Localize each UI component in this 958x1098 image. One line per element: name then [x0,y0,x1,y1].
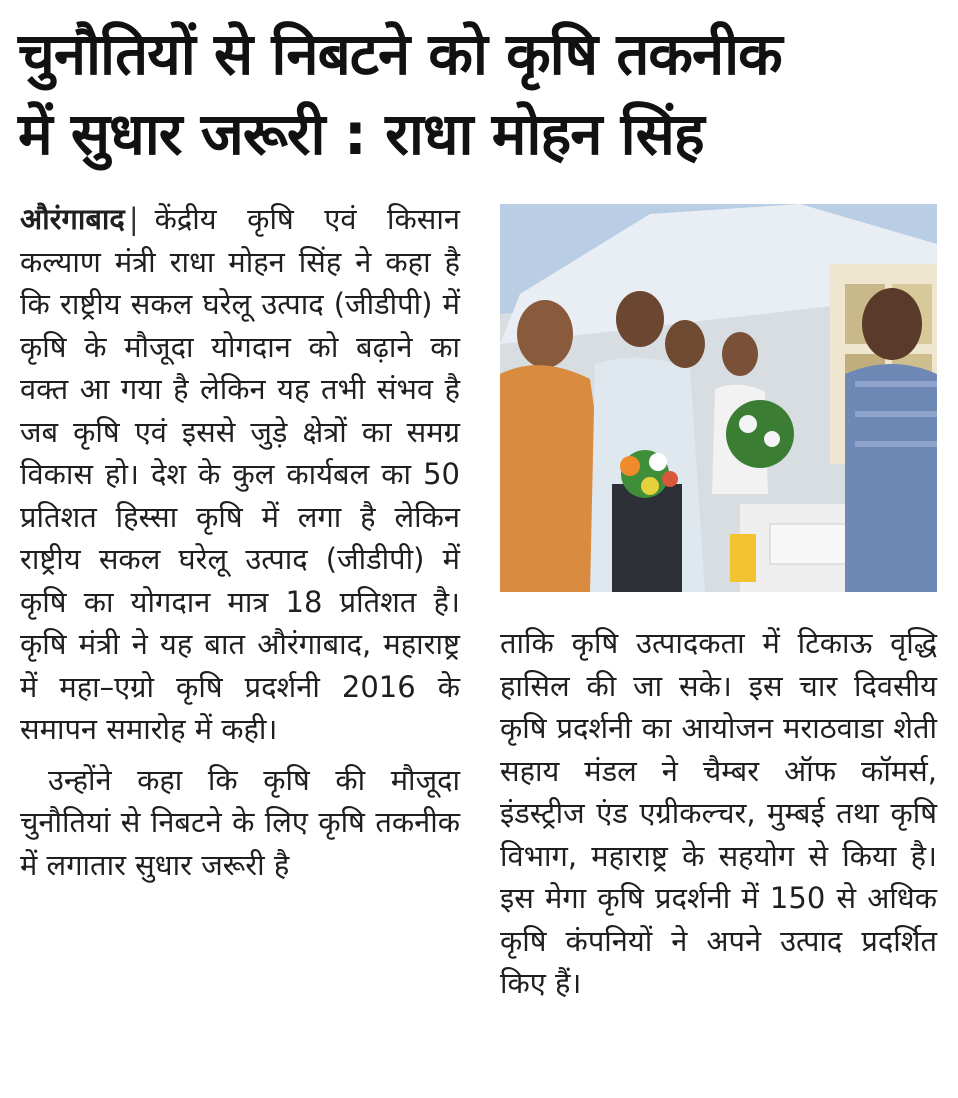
article-paragraph-3: ताकि कृषि उत्पादकता में टिकाऊ वृद्धि हासिल की जा सके। इस चार दिवसीय कृषि प्रदर्शनी का आयोजन मराठवाडा शेती सहाय मंडल ने चैम्बर ऑफ कॉमर्स, इंडस्ट्रीज एंड एग्रीकल्चर, मुम्बई तथा कृषि विभाग, महाराष्ट्र के सहयोग से किया है। इस मेगा कृषि प्रदर्शनी में 150 से अधिक कृषि कंपनियों ने अपने उत्पाद प्रदर्शित किए हैं। [500,626,937,1000]
article-column-left [20,198,460,886]
paragraph-1-text: केंद्रीय कृषि एवं किसान कल्याण मंत्री राधा मोहन सिंह ने कहा है कि राष्ट्रीय सकल घरेलू उत्पाद (जीडीपी) में कृषि के मौजूदा योगदान को बढ़ाने का वक्त आ गया है लेकिन यह तभी संभव है जब कृषि एवं इससे जुड़े क्षेत्रों का समग्र विकास हो। देश के कुल कार्यबल का 50 प्रतिशत हिस्सा कृषि में लगा है लेकिन राष्ट्रीय सकल घरेलू उत्पाद (जीडीपी) में कृषि का योगदान मात्र 18 प्रतिशत है। कृषि मंत्री ने यह बात औरंगाबाद, महाराष्ट्र में महा–एग्रो कृषि प्रदर्शनी 2016 के समापन समारोह में कही। [20,202,460,746]
headline-line-2: में सुधार जरूरी : राधा मोहन सिंह [18,100,704,168]
dateline-separator: | [128,202,139,236]
headline [18,14,943,174]
news-photo [500,204,937,592]
dateline: औरंगाबाद [20,202,125,236]
article-column-right [500,622,937,1005]
article-paragraph-1 [20,198,460,751]
headline-line-1: चुनौतियों से निबटने को कृषि तकनीक [18,20,782,88]
article-paragraph-2: उन्होंने कहा कि कृषि की मौजूदा चुनौतियां से निबटने के लिए कृषि तकनीक में लगातार सुधार जरूरी है [20,762,460,882]
